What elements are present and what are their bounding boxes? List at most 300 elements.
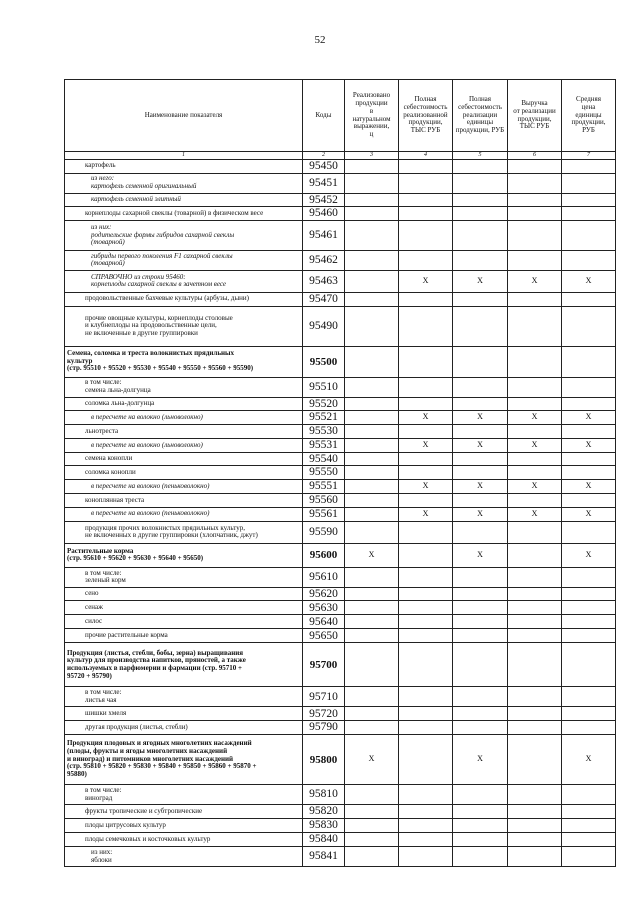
indicator-name-line: (стр. 95610 + 95620 + 95630 + 95640 + 95650) <box>67 554 204 563</box>
table-row <box>65 507 616 521</box>
value-cell[interactable] <box>345 292 399 306</box>
indicator-name-line: и виноград) и питомников многолетних насаждений <box>67 754 234 763</box>
table-row <box>65 193 616 207</box>
value-cell[interactable] <box>453 819 508 833</box>
value-cell[interactable] <box>562 207 616 221</box>
indicator-name <box>65 207 303 221</box>
indicator-name-line: СПРАВОЧНО из строки 95460: <box>91 272 186 281</box>
header-line: Полная <box>414 95 437 104</box>
row-code: 95840 <box>303 833 345 847</box>
indicator-name <box>65 425 303 439</box>
x-mark-cell: X <box>562 270 616 292</box>
value-cell[interactable] <box>508 494 562 508</box>
header-name: Наименование показателя <box>65 80 303 152</box>
value-cell[interactable] <box>508 250 562 270</box>
value-cell[interactable] <box>453 250 508 270</box>
value-cell[interactable] <box>399 721 453 735</box>
value-cell[interactable] <box>508 193 562 207</box>
indicator-name <box>65 735 303 785</box>
table-row <box>65 601 616 615</box>
value-cell[interactable] <box>453 833 508 847</box>
indicator-name <box>65 480 303 494</box>
header-line: от реализации <box>513 106 556 115</box>
value-cell[interactable] <box>453 494 508 508</box>
value-cell[interactable] <box>399 494 453 508</box>
value-cell[interactable] <box>399 543 453 567</box>
value-cell[interactable] <box>345 507 399 521</box>
value-cell[interactable] <box>399 397 453 411</box>
row-code: 95470 <box>303 292 345 306</box>
indicator-name-line: виноград <box>85 793 113 802</box>
value-cell[interactable] <box>508 377 562 397</box>
value-cell[interactable] <box>345 250 399 270</box>
indicator-name-line: прочие овощные культуры, корнеплоды столовые <box>85 313 233 322</box>
value-cell[interactable] <box>345 819 399 833</box>
indicator-name <box>65 567 303 587</box>
row-code: 95620 <box>303 587 345 601</box>
indicator-name-line: в том числе: <box>85 785 122 794</box>
value-cell[interactable] <box>453 687 508 707</box>
indicator-name-line: прочие растительные корма <box>85 631 168 640</box>
indicator-name <box>65 507 303 521</box>
row-code: 95561 <box>303 507 345 521</box>
header-line: реализованной <box>403 110 448 119</box>
x-mark-cell: X <box>345 543 399 567</box>
value-cell[interactable] <box>562 587 616 601</box>
header-line: Выручка <box>521 99 548 108</box>
value-cell[interactable] <box>345 160 399 174</box>
value-cell[interactable] <box>399 819 453 833</box>
value-cell[interactable] <box>453 306 508 346</box>
indicator-name <box>65 250 303 270</box>
x-mark-cell: X <box>508 270 562 292</box>
header-line: продукции <box>355 99 388 108</box>
table-row <box>65 346 616 377</box>
indicator-name-line: (товарной) <box>91 259 125 268</box>
value-cell[interactable] <box>562 721 616 735</box>
table-row <box>65 615 616 629</box>
value-cell[interactable] <box>508 615 562 629</box>
value-cell[interactable] <box>453 567 508 587</box>
value-cell[interactable] <box>562 521 616 543</box>
indicator-name-line: гибриды первого поколения F1 сахарной свеклы <box>91 251 233 260</box>
indicator-name-line: картофель <box>85 161 116 170</box>
indicator-name-line: Продукция (листья, стебли, бобы, зерна) выращивания <box>67 648 244 657</box>
table-row <box>65 220 616 250</box>
table-row <box>65 292 616 306</box>
indicator-name-line: (плоды, фрукты и ягоды многолетних насаждений <box>67 747 228 756</box>
table-row <box>65 833 616 847</box>
value-cell[interactable] <box>562 452 616 466</box>
value-cell[interactable] <box>508 587 562 601</box>
indicator-name-line: в пересчете на волокно (пеньковолокно) <box>91 481 210 490</box>
col-number: 6 <box>508 152 562 160</box>
value-cell[interactable] <box>399 193 453 207</box>
value-cell[interactable] <box>453 721 508 735</box>
value-cell[interactable] <box>562 601 616 615</box>
value-cell[interactable] <box>562 306 616 346</box>
value-cell[interactable] <box>345 629 399 643</box>
value-cell[interactable] <box>399 615 453 629</box>
indicator-name-line: культур для производства напитков, пряностей, а также <box>67 656 246 665</box>
value-cell[interactable] <box>508 425 562 439</box>
row-code: 95720 <box>303 707 345 721</box>
table-row <box>65 687 616 707</box>
value-cell[interactable] <box>562 785 616 805</box>
indicator-name-line: 95720 + 95790) <box>67 671 112 680</box>
value-cell[interactable] <box>508 207 562 221</box>
indicator-name-line: в том числе: <box>85 688 122 697</box>
indicator-name <box>65 494 303 508</box>
value-cell[interactable] <box>399 805 453 819</box>
table-row <box>65 567 616 587</box>
x-mark-cell: X <box>399 480 453 494</box>
value-cell[interactable] <box>562 629 616 643</box>
value-cell[interactable] <box>453 587 508 601</box>
value-cell[interactable] <box>562 567 616 587</box>
row-code: 95800 <box>303 735 345 785</box>
indicator-name <box>65 643 303 687</box>
value-cell[interactable] <box>345 207 399 221</box>
value-cell[interactable] <box>399 833 453 847</box>
indicator-name <box>65 707 303 721</box>
row-code: 95460 <box>303 207 345 221</box>
value-cell[interactable] <box>345 833 399 847</box>
value-cell[interactable] <box>345 193 399 207</box>
value-cell[interactable] <box>399 601 453 615</box>
indicator-name <box>65 270 303 292</box>
value-cell[interactable] <box>508 543 562 567</box>
indicator-name <box>65 292 303 306</box>
table-row <box>65 270 616 292</box>
indicator-name-line: Продукция плодовых и ягодных многолетних насаждений <box>67 739 252 748</box>
table-row <box>65 587 616 601</box>
value-cell[interactable] <box>562 397 616 411</box>
indicator-name <box>65 687 303 707</box>
header-col7 <box>562 80 616 152</box>
value-cell[interactable] <box>345 707 399 721</box>
header-line: выражении, <box>353 122 390 131</box>
value-cell[interactable] <box>345 567 399 587</box>
value-cell[interactable] <box>399 707 453 721</box>
value-cell[interactable] <box>345 805 399 819</box>
header-col4 <box>399 80 453 152</box>
indicator-name-line: соломка конопли <box>85 467 136 476</box>
indicator-name <box>65 397 303 411</box>
value-cell[interactable] <box>562 687 616 707</box>
value-cell[interactable] <box>508 567 562 587</box>
indicator-name-line: коноплянная треста <box>85 495 145 504</box>
table-row <box>65 494 616 508</box>
value-cell[interactable] <box>562 220 616 250</box>
value-cell[interactable] <box>562 160 616 174</box>
value-cell[interactable] <box>399 587 453 601</box>
value-cell[interactable] <box>453 452 508 466</box>
report-form-table <box>64 79 616 867</box>
indicator-name-line: продовольственные бахчевые культуры (арбузы, дыни) <box>85 294 249 303</box>
header-line: ц <box>369 129 374 138</box>
value-cell[interactable] <box>345 643 399 687</box>
value-cell[interactable] <box>562 425 616 439</box>
indicator-name-line: сено <box>85 589 99 598</box>
value-cell[interactable] <box>345 521 399 543</box>
indicator-name-line: силос <box>85 617 103 626</box>
value-cell[interactable] <box>345 847 399 867</box>
table-row <box>65 543 616 567</box>
indicator-name <box>65 438 303 452</box>
value-cell[interactable] <box>399 466 453 480</box>
table-row <box>65 707 616 721</box>
indicator-name <box>65 847 303 867</box>
table-row <box>65 735 616 785</box>
header-line: единицы <box>575 110 602 119</box>
x-mark-cell: X <box>399 270 453 292</box>
value-cell[interactable] <box>453 466 508 480</box>
value-cell[interactable] <box>399 220 453 250</box>
value-cell[interactable] <box>345 785 399 805</box>
value-cell[interactable] <box>562 707 616 721</box>
value-cell[interactable] <box>399 629 453 643</box>
row-code: 95521 <box>303 411 345 425</box>
value-cell[interactable] <box>453 425 508 439</box>
value-cell[interactable] <box>345 173 399 193</box>
value-cell[interactable] <box>562 805 616 819</box>
value-cell[interactable] <box>399 847 453 867</box>
indicator-name <box>65 587 303 601</box>
x-mark-cell: X <box>562 543 616 567</box>
header-line: ТЫС РУБ <box>519 122 550 131</box>
table-row <box>65 805 616 819</box>
value-cell[interactable] <box>453 707 508 721</box>
x-mark-cell: X <box>562 438 616 452</box>
value-cell[interactable] <box>399 785 453 805</box>
value-cell[interactable] <box>399 207 453 221</box>
value-cell[interactable] <box>399 452 453 466</box>
value-cell[interactable] <box>508 735 562 785</box>
value-cell[interactable] <box>508 292 562 306</box>
header-line: себестоимость <box>403 102 448 111</box>
value-cell[interactable] <box>508 306 562 346</box>
value-cell[interactable] <box>562 292 616 306</box>
value-cell[interactable] <box>453 193 508 207</box>
value-cell[interactable] <box>345 452 399 466</box>
indicator-name-line: семена конопли <box>85 454 133 463</box>
value-cell[interactable] <box>453 173 508 193</box>
value-cell[interactable] <box>508 643 562 687</box>
indicator-name-line: в том числе: <box>85 378 122 387</box>
header-col6 <box>508 80 562 152</box>
row-code: 95462 <box>303 250 345 270</box>
value-cell[interactable] <box>508 819 562 833</box>
value-cell[interactable] <box>508 687 562 707</box>
value-cell[interactable] <box>345 270 399 292</box>
value-cell[interactable] <box>399 160 453 174</box>
value-cell[interactable] <box>453 346 508 377</box>
value-cell[interactable] <box>345 346 399 377</box>
indicator-name-line: картофель семенной оригинальный <box>91 182 197 191</box>
value-cell[interactable] <box>508 346 562 377</box>
indicator-name-line: 95880) <box>67 770 87 779</box>
value-cell[interactable] <box>562 466 616 480</box>
table-row <box>65 847 616 867</box>
value-cell[interactable] <box>399 567 453 587</box>
value-cell[interactable] <box>345 615 399 629</box>
value-cell[interactable] <box>508 397 562 411</box>
indicator-name-line: корнеплоды сахарной свеклы в зачетном весе <box>91 280 226 289</box>
header-line: РУБ <box>582 126 595 135</box>
value-cell[interactable] <box>508 466 562 480</box>
value-cell[interactable] <box>453 629 508 643</box>
value-cell[interactable] <box>345 377 399 397</box>
value-cell[interactable] <box>508 847 562 867</box>
value-cell[interactable] <box>508 601 562 615</box>
indicator-name-line: из него: <box>91 174 115 183</box>
value-cell[interactable] <box>453 160 508 174</box>
value-cell[interactable] <box>453 643 508 687</box>
value-cell[interactable] <box>562 819 616 833</box>
value-cell[interactable] <box>562 833 616 847</box>
value-cell[interactable] <box>453 615 508 629</box>
value-cell[interactable] <box>562 173 616 193</box>
value-cell[interactable] <box>562 193 616 207</box>
value-cell[interactable] <box>453 397 508 411</box>
value-cell[interactable] <box>399 521 453 543</box>
table-row <box>65 721 616 735</box>
value-cell[interactable] <box>453 292 508 306</box>
row-code: 95560 <box>303 494 345 508</box>
header-col3 <box>345 80 399 152</box>
value-cell[interactable] <box>345 397 399 411</box>
indicator-name-line: семена льна-долгунца <box>85 386 151 395</box>
value-cell[interactable] <box>562 250 616 270</box>
value-cell[interactable] <box>508 721 562 735</box>
x-mark-cell: X <box>345 735 399 785</box>
table-row <box>65 466 616 480</box>
value-cell[interactable] <box>345 587 399 601</box>
value-cell[interactable] <box>508 629 562 643</box>
value-cell[interactable] <box>345 411 399 425</box>
indicator-name-line: (стр. 95510 + 95520 + 95530 + 95540 + 95550 + 95560 + 95590) <box>67 364 254 373</box>
value-cell[interactable] <box>508 785 562 805</box>
value-cell[interactable] <box>399 377 453 397</box>
value-cell[interactable] <box>508 521 562 543</box>
value-cell[interactable] <box>562 847 616 867</box>
value-cell[interactable] <box>399 292 453 306</box>
value-cell[interactable] <box>453 377 508 397</box>
value-cell[interactable] <box>345 438 399 452</box>
value-cell[interactable] <box>399 687 453 707</box>
x-mark-cell: X <box>453 735 508 785</box>
value-cell[interactable] <box>399 173 453 193</box>
value-cell[interactable] <box>345 494 399 508</box>
row-code: 95630 <box>303 601 345 615</box>
indicator-name <box>65 220 303 250</box>
indicator-name <box>65 819 303 833</box>
header-col5 <box>453 80 508 152</box>
value-cell[interactable] <box>345 306 399 346</box>
indicator-name <box>65 411 303 425</box>
row-code: 95510 <box>303 377 345 397</box>
indicator-name <box>65 160 303 174</box>
value-cell[interactable] <box>345 601 399 615</box>
row-code: 95531 <box>303 438 345 452</box>
row-code: 95830 <box>303 819 345 833</box>
header-line: продукции, <box>517 114 552 123</box>
header-line: цена <box>581 102 596 111</box>
value-cell[interactable] <box>508 707 562 721</box>
value-cell[interactable] <box>508 833 562 847</box>
row-code: 95550 <box>303 466 345 480</box>
value-cell[interactable] <box>453 805 508 819</box>
header-line: в <box>369 106 374 115</box>
value-cell[interactable] <box>345 480 399 494</box>
value-cell[interactable] <box>399 306 453 346</box>
indicator-name-line: Семена, соломка и треста волокнистых прядильных <box>67 349 235 358</box>
indicator-name <box>65 466 303 480</box>
value-cell[interactable] <box>508 173 562 193</box>
col-number: 2 <box>303 152 345 160</box>
value-cell[interactable] <box>562 494 616 508</box>
value-cell[interactable] <box>453 207 508 221</box>
value-cell[interactable] <box>345 425 399 439</box>
indicator-name-line: не включенных в другие группировки (хлопчатник, джут) <box>85 531 258 540</box>
indicator-name-line: из них: <box>91 222 112 231</box>
value-cell[interactable] <box>345 721 399 735</box>
col-number: 1 <box>65 152 303 160</box>
value-cell[interactable] <box>508 220 562 250</box>
row-code: 95540 <box>303 452 345 466</box>
value-cell[interactable] <box>399 346 453 377</box>
value-cell[interactable] <box>399 425 453 439</box>
value-cell[interactable] <box>508 452 562 466</box>
x-mark-cell: X <box>399 438 453 452</box>
value-cell[interactable] <box>345 466 399 480</box>
indicator-name-line: плоды семечковых и косточковых культур <box>85 834 211 843</box>
value-cell[interactable] <box>562 643 616 687</box>
indicator-name-line: яблоки <box>91 855 112 864</box>
indicator-name-line: родительские формы гибридов сахарной свеклы <box>91 230 235 239</box>
page-number: 52 <box>314 34 326 46</box>
indicator-name-line: культур <box>67 356 93 365</box>
value-cell[interactable] <box>399 250 453 270</box>
indicator-name <box>65 785 303 805</box>
row-code: 95810 <box>303 785 345 805</box>
table-row <box>65 306 616 346</box>
x-mark-cell: X <box>453 507 508 521</box>
value-cell[interactable] <box>453 601 508 615</box>
x-mark-cell: X <box>562 411 616 425</box>
value-cell[interactable] <box>345 220 399 250</box>
value-cell[interactable] <box>399 735 453 785</box>
indicator-name <box>65 452 303 466</box>
header-line: реализации <box>462 110 498 119</box>
value-cell[interactable] <box>453 847 508 867</box>
value-cell[interactable] <box>562 346 616 377</box>
value-cell[interactable] <box>399 643 453 687</box>
indicator-name-line: шишки хмеля <box>85 709 127 718</box>
value-cell[interactable] <box>508 805 562 819</box>
value-cell[interactable] <box>453 521 508 543</box>
value-cell[interactable] <box>508 160 562 174</box>
value-cell[interactable] <box>562 377 616 397</box>
row-code: 95640 <box>303 615 345 629</box>
value-cell[interactable] <box>562 615 616 629</box>
value-cell[interactable] <box>453 220 508 250</box>
value-cell[interactable] <box>453 785 508 805</box>
header-line: продукции, РУБ <box>455 126 505 135</box>
table-row <box>65 643 616 687</box>
value-cell[interactable] <box>345 687 399 707</box>
